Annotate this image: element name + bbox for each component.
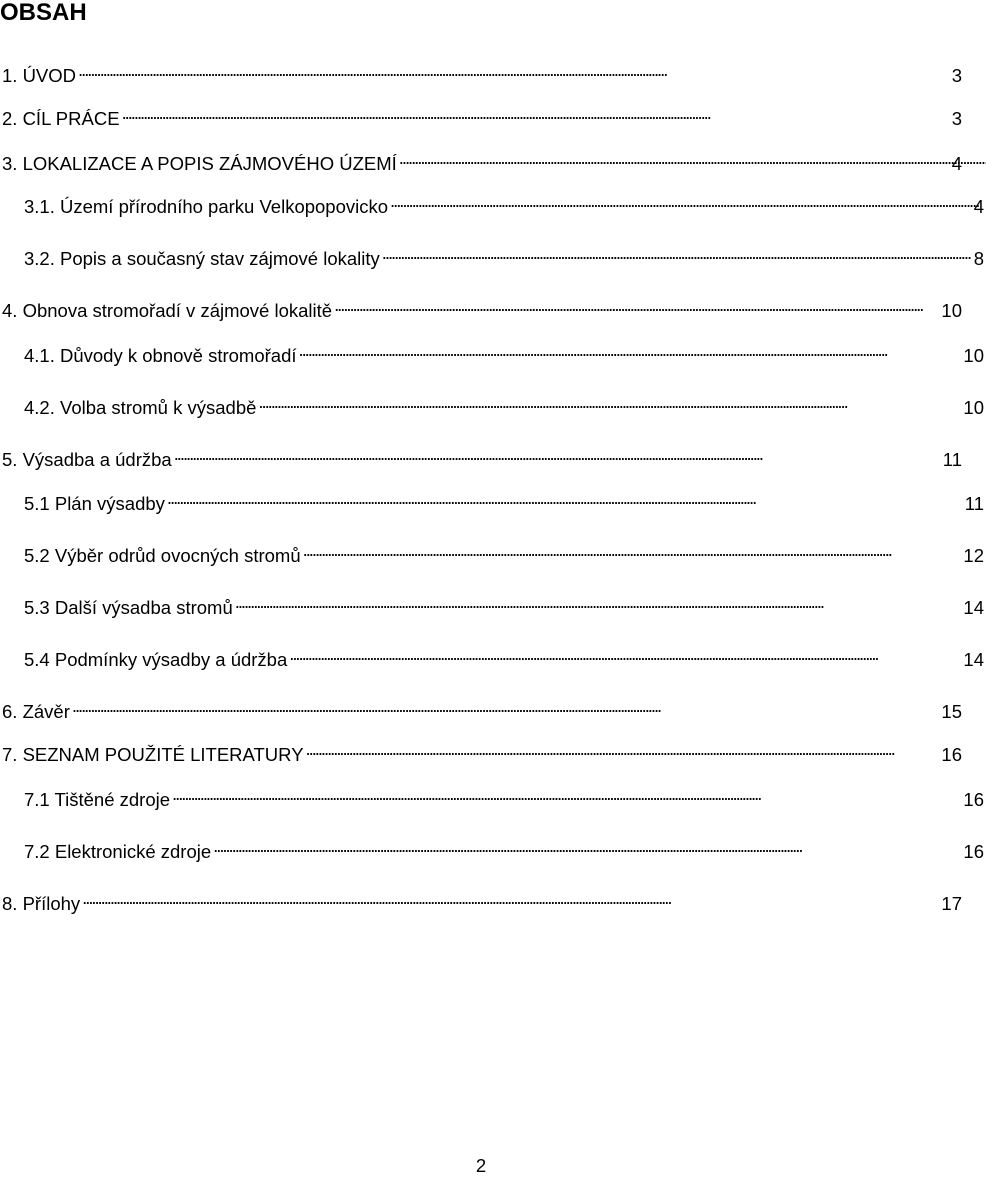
dot-leader (82, 886, 939, 910)
toc-entry-zaver[interactable] (0, 694, 964, 722)
dot-leader (122, 101, 950, 125)
toc-entry-page: 4 (973, 196, 984, 217)
toc-entry-label: 4.1. Důvody k obnově stromořadí (24, 345, 297, 366)
dot-leader (306, 737, 940, 761)
dot-leader (382, 241, 972, 265)
toc-entry-seznam-literatury[interactable] (0, 737, 964, 765)
toc-entry-label: 1. ÚVOD (2, 65, 77, 86)
dot-leader (235, 590, 962, 614)
toc-entry-label: 2. CÍL PRÁCE (2, 108, 120, 129)
page-title: OBSAH (0, 0, 87, 26)
toc-entry-cil-prace[interactable] (0, 101, 964, 129)
toc-entry-podminky-vysadby[interactable] (0, 642, 986, 670)
toc-entry-vysadba-udrzba[interactable] (0, 442, 964, 470)
toc-entry-label: 5. Výsadba a údržba (2, 449, 172, 470)
toc-entry-label: 5.1 Plán výsadby (24, 493, 165, 514)
toc-entry-duvody-obnove[interactable] (0, 338, 986, 366)
dot-leader (72, 694, 940, 718)
dot-leader (334, 293, 939, 317)
toc-entry-label: 6. Závěr (2, 701, 70, 722)
dot-leader (78, 58, 950, 82)
toc-entry-label: 7.2 Elektronické zdroje (24, 841, 212, 862)
toc-entry-page: 16 (963, 789, 984, 810)
toc-entry-label: 7.1 Tištěné zdroje (24, 789, 171, 810)
dot-leader (174, 442, 941, 466)
toc-entry-plan-vysadby[interactable] (0, 486, 986, 514)
toc-entry-popis-lokality[interactable] (0, 241, 986, 269)
toc-entry-uvod[interactable] (0, 58, 964, 86)
toc-entry-page: 10 (963, 345, 984, 366)
toc-entry-page: 11 (964, 493, 984, 514)
dot-leader (299, 338, 962, 362)
toc-entry-label: 4. Obnova stromořadí v zájmové lokalitě (2, 300, 333, 321)
toc-entry-label: 8. Přílohy (2, 893, 81, 914)
page-number: 2 (475, 1155, 487, 1176)
toc-entry-page: 10 (963, 397, 984, 418)
toc-entry-tistene-zdroje[interactable] (0, 782, 986, 810)
toc-entry-page: 16 (963, 841, 984, 862)
dot-leader (258, 390, 961, 414)
dot-leader (172, 782, 961, 806)
toc-entry-dalsi-vysadba[interactable] (0, 590, 986, 618)
toc-entry-label: 5.4 Podmínky výsadby a údržba (24, 649, 288, 670)
dot-leader (213, 834, 961, 858)
toc-entry-page: 16 (941, 744, 962, 765)
toc-entry-page: 14 (963, 597, 984, 618)
toc-entry-lokalizace[interactable] (0, 146, 964, 174)
dot-leader (399, 146, 950, 170)
toc-entry-label: 7. SEZNAM POUŽITÉ LITERATURY (2, 744, 304, 765)
dot-leader (390, 189, 972, 213)
dot-leader (289, 642, 961, 666)
toc-entry-page: 17 (941, 893, 962, 914)
toc-entry-label: 5.3 Další výsadba stromů (24, 597, 233, 618)
toc-entry-page: 3 (951, 65, 962, 86)
dot-leader (167, 486, 963, 510)
toc-entry-page: 15 (941, 701, 962, 722)
toc-entry-label: 5.2 Výběr odrůd ovocných stromů (24, 545, 301, 566)
toc-entry-label: 3.1. Území přírodního parku Velkopopovicko (24, 196, 389, 217)
dot-leader (303, 538, 962, 562)
toc-entry-volba-stromu[interactable] (0, 390, 986, 418)
toc-entry-prilohy[interactable] (0, 886, 964, 914)
toc-entry-uzemi-parku[interactable] (0, 189, 986, 217)
toc-entry-label: 3. LOKALIZACE A POPIS ZÁJMOVÉHO ÚZEMÍ (2, 153, 397, 174)
toc-entry-page: 10 (941, 300, 962, 321)
toc-entry-label: 4.2. Volba stromů k výsadbě (24, 397, 257, 418)
toc-entry-page: 11 (942, 449, 962, 470)
toc-entry-page: 14 (963, 649, 984, 670)
toc-entry-elektronicke-zdroje[interactable] (0, 834, 986, 862)
toc-entry-obnova-stromoradi[interactable] (0, 293, 964, 321)
toc-entry-vyber-odrud[interactable] (0, 538, 986, 566)
toc-entry-page: 4 (951, 153, 962, 174)
toc-entry-page: 12 (963, 545, 984, 566)
toc-entry-page: 8 (973, 248, 984, 269)
toc-entry-page: 3 (951, 108, 962, 129)
toc-entry-label: 3.2. Popis a současný stav zájmové lokality (24, 248, 380, 269)
